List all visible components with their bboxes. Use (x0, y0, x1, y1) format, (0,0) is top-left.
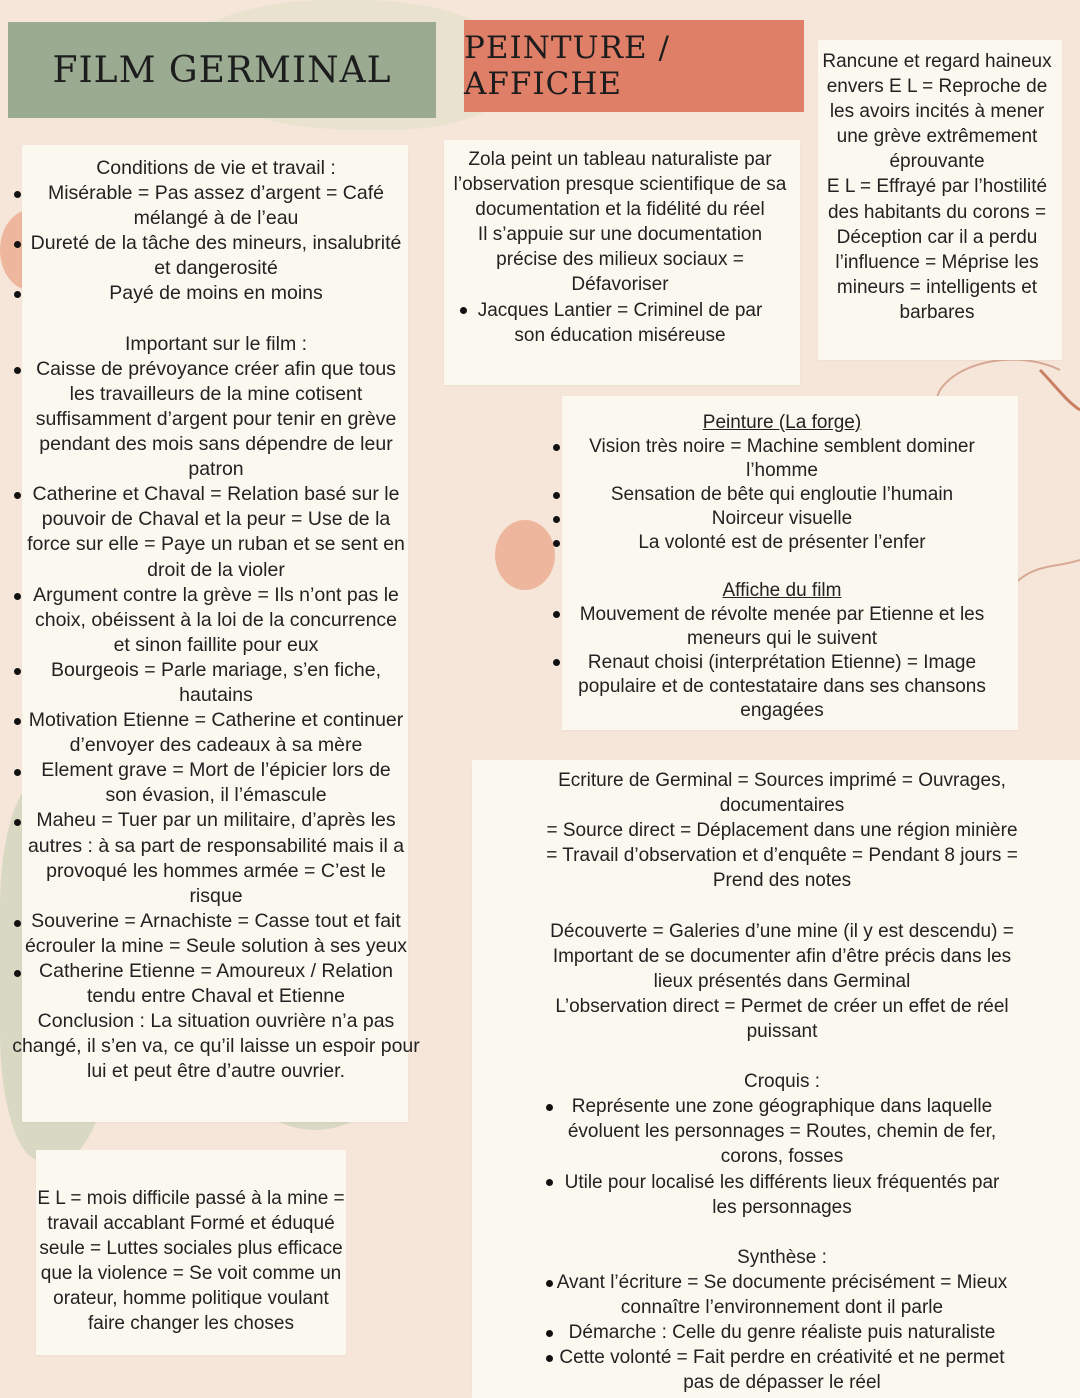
film-line: son évasion, il l’émascule (105, 784, 327, 807)
rancune-line: mineurs = intelligents et (836, 276, 1038, 298)
bullet-icon (14, 718, 21, 725)
ecriture-line: = Travail d’observation et d’enquête = Pendant 8 jours = (546, 845, 1018, 867)
ecriture-line: pas de dépasser le réel (683, 1372, 881, 1394)
film-line: autres : à sa part de responsabilité mais il a (27, 834, 405, 857)
ecriture-line: Découverte = Galeries d’une mine (il y est descendu) = (550, 920, 1014, 942)
film-line: droit de la violer (147, 558, 285, 581)
film-line: Important sur le film : (124, 332, 308, 355)
bullet-icon (553, 540, 560, 547)
film-line: changé, il s’en va, ce qu’il laisse un espoir pour (12, 1035, 420, 1058)
film-title-banner (8, 22, 436, 118)
rancune-line: les avoirs incités à mener (829, 101, 1045, 123)
film-line: et sinon faillite pour eux (113, 633, 319, 656)
film-line: Maheu = Tuer par un militaire, d’après les (36, 809, 396, 832)
film-line: Motivation Etienne = Catherine et continuer (28, 709, 404, 732)
film-line: Catherine Etienne = Amoureux / Relation (39, 960, 393, 982)
el-line: travail accablant Formé et éduqué (47, 1213, 335, 1235)
peinture-title: PEINTURE / AFFICHE (464, 30, 670, 102)
ecriture-line: connaître l’environnement dont il parle (620, 1296, 944, 1318)
bullet-icon (14, 241, 21, 248)
forge-line: Sensation de bête qui engloutie l’humain (610, 484, 954, 505)
ecriture-line: évoluent les personnages = Routes, chemin de fer, (567, 1121, 997, 1143)
rancune-line: Rancune et regard haineux (822, 51, 1052, 72)
ecriture-line: lieux présentés dans Germinal (653, 970, 911, 992)
bullet-icon (553, 611, 560, 618)
forge-line: populaire et de contestataire dans ses chansons (578, 676, 986, 697)
rancune-line: barbares (899, 301, 975, 323)
ecriture-line: puissant (746, 1020, 818, 1042)
el-line: faire changer les choses (88, 1313, 294, 1335)
bullet-icon (546, 1280, 553, 1287)
film-line: Bourgeois = Parle mariage, s’en fiche, (50, 658, 382, 681)
bullet-icon (546, 1104, 553, 1111)
bullet-icon (553, 444, 560, 451)
ecriture-line: Démarche : Celle du genre réaliste puis naturaliste (568, 1322, 996, 1344)
film-line: suffisamment d’argent pour tenir en grève (35, 407, 397, 430)
peinture-title-banner (464, 20, 804, 112)
peinture-line: Défavoriser (571, 274, 669, 296)
ecriture-line: Représente une zone géographique dans laquelle (571, 1096, 993, 1118)
bullet-icon (546, 1330, 553, 1337)
forge-line: engagées (740, 700, 824, 721)
ecriture-line: Croquis : (743, 1071, 821, 1093)
peinture-line: précise des milieux sociaux = (496, 249, 744, 271)
bullet-icon (553, 659, 560, 666)
bullet-icon (14, 970, 21, 977)
film-line: Conclusion : La situation ouvrière n’a pas (37, 1010, 395, 1033)
film-line: patron (188, 458, 244, 481)
film-line: écrouler la mine = Seule solution à ses yeux (24, 934, 408, 957)
ecriture-line: Avant l’écriture = Se documente précisément = Mieux (556, 1271, 1008, 1293)
rancune-line: des habitants du corons = (827, 201, 1047, 223)
bullet-icon (14, 769, 21, 776)
film-line: Misérable = Pas assez d’argent = Café (47, 182, 384, 205)
peinture-line: Il s’appuie sur une documentation (477, 224, 763, 246)
affiche-heading: Affiche du film (722, 580, 842, 601)
peinture-line: son éducation miséreuse (514, 324, 726, 346)
bullet-icon (546, 1355, 553, 1362)
forge-line: Mouvement de révolte menée par Etienne et les (579, 604, 985, 625)
peinture-line: Jacques Lantier = Criminel de par (477, 299, 763, 321)
bullet-icon (553, 492, 560, 499)
el-line: orateur, homme politique voulant (53, 1288, 329, 1310)
bullet-icon (14, 492, 21, 499)
rancune-notes (818, 49, 1056, 325)
peinture-line: documentation et la fidélité du réel (475, 199, 765, 221)
forge-line: La volonté est de présenter l’enfer (638, 532, 926, 553)
ecriture-line: Ecriture de Germinal = Sources imprimé = Ouvrages, (558, 770, 1006, 791)
film-line: pouvoir de Chaval et la peur = Use de la (41, 508, 391, 531)
decorative-peach-blob (495, 520, 555, 590)
rancune-line: Déception car il a perdu (836, 226, 1038, 248)
el-line: seule = Luttes sociales plus efficace (39, 1238, 343, 1260)
ecriture-line (532, 1044, 1032, 1069)
ecriture-notes (532, 768, 1032, 1395)
ecriture-line: L’observation direct = Permet de créer un effet de réel (555, 995, 1009, 1017)
rancune-line: une grève extrêmement (836, 126, 1038, 148)
film-line: Souverine = Arnachiste = Casse tout et fait (31, 909, 401, 932)
film-line: Element grave = Mort de l’épicier lors de (41, 759, 391, 782)
film-line: Caisse de prévoyance créer afin que tous (36, 357, 396, 380)
film-notes (6, 156, 426, 1084)
film-line: Dureté de la tâche des mineurs, insalubrité (30, 232, 402, 255)
forge-line: Noirceur visuelle (711, 508, 853, 529)
film-line: mélangé à de l’eau (133, 207, 299, 230)
forge-line: meneurs qui le suivent (686, 628, 878, 649)
film-line: Argument contre la grève = Ils n’ont pas le (33, 583, 399, 606)
peinture-line: l’observation presque scientifique de sa (453, 174, 787, 196)
bullet-icon (14, 191, 21, 198)
ecriture-line: les personnages (712, 1196, 852, 1218)
bullet-icon (14, 668, 21, 675)
ecriture-line: Prend des notes (712, 870, 852, 892)
bullet-icon (14, 291, 21, 298)
film-line: hautains (179, 683, 253, 706)
bullet-icon (14, 920, 21, 927)
film-line: risque (189, 884, 243, 907)
film-line: et dangerosité (154, 257, 278, 280)
ecriture-line: documentaires (719, 795, 845, 817)
bullet-icon (14, 367, 21, 374)
rancune-line: E L = Effrayé par l’hostilité (826, 176, 1048, 198)
forge-line (562, 555, 1002, 579)
bullet-icon (553, 516, 560, 523)
bullet-icon (546, 1179, 553, 1186)
el-notes (20, 1186, 362, 1337)
bullet-icon (460, 307, 467, 314)
film-line: Conditions de vie et travail : (96, 157, 336, 179)
ecriture-line (532, 1220, 1032, 1245)
ecriture-line: = Source direct = Déplacement dans une région minière (546, 820, 1018, 842)
film-line (6, 307, 426, 332)
ecriture-line: Important de se documenter afin d’être précis dans les (552, 945, 1012, 967)
film-line: tendu entre Chaval et Etienne (86, 985, 345, 1008)
forge-line: l’homme (746, 460, 818, 481)
forge-line: Vision très noire = Machine semblent dominer (589, 436, 975, 457)
film-line: choix, obéissent à la loi de la concurrence (34, 608, 398, 631)
el-line: que la violence = Se voit comme un (40, 1263, 342, 1285)
ecriture-line: corons, fosses (720, 1146, 844, 1168)
bullet-icon (14, 819, 21, 826)
film-line: force sur elle = Paye un ruban et se sent en (27, 533, 405, 556)
rancune-line: envers E L = Reproche de (826, 76, 1048, 98)
ecriture-line: Synthèse : (737, 1246, 827, 1268)
film-title: FILM GERMINAL (52, 49, 392, 91)
rancune-line: l’influence = Méprise les (835, 251, 1039, 273)
film-line: les travailleurs de la mine cotisent (69, 382, 363, 405)
ecriture-line: Cette volonté = Fait perdre en créativité et ne permet (559, 1347, 1005, 1369)
film-line: lui et peut être d’autre ouvrier. (87, 1060, 345, 1083)
film-line: Catherine et Chaval = Relation basé sur le (32, 483, 400, 506)
rancune-line: éprouvante (889, 151, 985, 173)
film-line: d’envoyer des cadeaux à sa mère (69, 734, 363, 757)
forge-notes (562, 411, 1002, 723)
peinture-notes (446, 147, 794, 348)
forge-heading: Peinture (La forge) (702, 412, 862, 433)
bullet-icon (14, 593, 21, 600)
ecriture-line (532, 893, 1032, 918)
peinture-line: Zola peint un tableau naturaliste par (468, 149, 772, 170)
film-line: pendant des mois sans dépendre de leur (39, 433, 393, 456)
el-line: E L = mois difficile passé à la mine = (37, 1188, 345, 1209)
film-line: Payé de moins en moins (109, 282, 323, 305)
forge-line: Renaut choisi (interprétation Etienne) = Image (587, 652, 977, 673)
film-line: provoqué les hommes armée = C’est le (46, 859, 386, 882)
ecriture-line: Utile pour localisé les différents lieux fréquentés par (564, 1171, 1000, 1193)
